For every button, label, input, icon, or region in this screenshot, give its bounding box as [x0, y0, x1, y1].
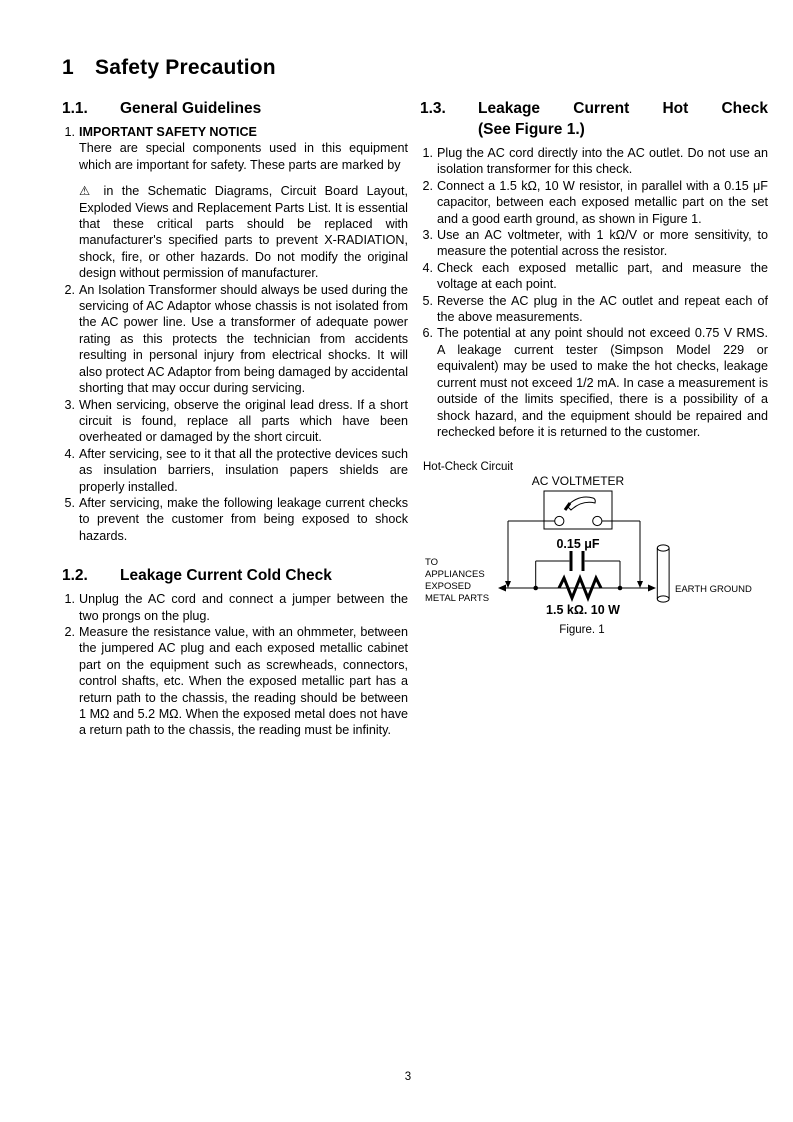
list-item	[420, 260, 768, 293]
list-item	[420, 178, 768, 227]
page-title	[62, 56, 276, 80]
item-number: 1.	[422, 146, 433, 160]
item-number: 2.	[64, 282, 75, 297]
item-text: Reverse the AC plug in the AC outlet and repeat each of the above measurements.	[437, 293, 768, 325]
item-text: Check each exposed metallic part, and measure the voltage at each point.	[437, 260, 768, 292]
item-text: The potential at any point should not exceed 0.75 V RMS. A leakage current tester (Simpson Model 229 or equivalent) may be used to make the hot checks, leakage current must not exceed 1/2 mA. In case a measurement is outside of the limits specified, there is a possibility of a shock hazard, and the equipment should be repaired and rechecked before it is returned to the customer.	[437, 326, 768, 439]
item-text: When servicing, observe the original lead dress. If a short circuit is found, replace all parts which have been overheated or damaged by the short circuit.	[79, 397, 408, 445]
list-item	[62, 397, 408, 446]
ground-rod-icon	[657, 545, 669, 602]
voltmeter-label: AC VOLTMETER	[531, 474, 625, 489]
chapter-title-text: Safety Precaution	[95, 56, 276, 79]
item-text: Plug the AC cord directly into the AC outlet. Do not use an isolation transformer for this check.	[437, 146, 768, 177]
item-title: IMPORTANT SAFETY NOTICE	[79, 125, 257, 139]
list-item	[62, 446, 408, 495]
list-item	[62, 624, 408, 739]
list-item	[62, 124, 408, 282]
section-heading-1-2	[62, 565, 408, 586]
section-general-guidelines	[62, 98, 408, 544]
page-number: 3	[404, 1071, 412, 1083]
capacitor-symbol	[571, 551, 583, 571]
list-item	[420, 227, 768, 260]
appliances-label	[425, 557, 489, 604]
svg-text:APPLIANCES: APPLIANCES	[425, 569, 485, 581]
down-arrow-icon	[637, 581, 643, 588]
earth-ground-label: EARTH GROUND	[675, 584, 752, 596]
section-heading-line1: Leakage Current Hot Check	[478, 100, 768, 117]
item-text: Measure the resistance value, with an ohmmeter, between the jumpered AC plug and each exposed metallic cabinet part on the equipment such as screwheads, connectors, control shafts, etc. When the exposed metallic part has a return path to the chassis, the reading should be between 1 MΩ and 5.2 MΩ. When the exposed metal does not have a return path to the chassis, the reading must be infinity.	[79, 624, 408, 738]
warning-triangle-icon: ⚠	[79, 184, 96, 199]
chapter-number: 1	[62, 56, 74, 79]
item-number: 1.	[64, 125, 75, 139]
list-item	[420, 325, 768, 440]
item-text-with-icon	[79, 183, 408, 281]
svg-text:TO: TO	[425, 557, 439, 569]
resistor-label: 1.5 kΩ. 10 W	[546, 603, 620, 618]
item-number: 4.	[64, 446, 75, 461]
meter-dial-icon	[567, 497, 595, 510]
voltmeter-terminal-right	[593, 517, 602, 526]
section-number: 1.2.	[62, 567, 88, 585]
section-heading-1-3	[420, 98, 768, 140]
section-number: 1.3.	[420, 100, 446, 117]
section-heading-1-1	[62, 98, 408, 119]
item-text: There are special components used in this equipment which are important for safety. These parts are marked by	[79, 141, 408, 172]
item-number: 6.	[422, 326, 433, 341]
item-text: After servicing, make the following leakage current checks to prevent the customer from being exposed to shock hazards.	[79, 495, 408, 543]
section-hot-check	[420, 98, 768, 440]
circuit-wires	[499, 521, 653, 588]
item-text: Unplug the AC cord and connect a jumper between the two prongs on the plug.	[79, 592, 408, 623]
item-text: Connect a 1.5 kΩ, 10 W resistor, in parallel with a 0.15 μF capacitor, between each exposed metallic part on the set and a good earth ground, as shown in Figure 1.	[437, 178, 768, 226]
item-number: 2.	[64, 624, 75, 639]
list-item	[420, 145, 768, 178]
voltmeter-terminal-left	[555, 517, 564, 526]
item-number: 5.	[422, 293, 433, 308]
figure-label: Hot-Check Circuit	[423, 461, 514, 474]
item-number: 1.	[64, 592, 75, 607]
section-cold-check	[62, 565, 408, 739]
section-heading-line2: (See Figure 1.)	[478, 121, 585, 138]
right-column	[420, 98, 768, 649]
list-item	[62, 495, 408, 544]
item-text: After servicing, see to it that all the protective devices such as insulation barriers, insulation papers shields are properly installed.	[79, 446, 408, 494]
junction-dot	[533, 586, 538, 591]
item-number: 4.	[422, 260, 433, 275]
section-number: 1.1.	[62, 100, 88, 117]
circuit-diagram	[420, 452, 780, 644]
section-heading-text: General Guidelines	[120, 100, 262, 117]
svg-text:METAL PARTS: METAL PARTS	[425, 593, 490, 605]
item-number: 3.	[422, 228, 433, 243]
figure-caption: Figure. 1	[559, 624, 605, 637]
left-column	[62, 98, 408, 739]
junction-dot	[618, 586, 623, 591]
item-text: Use an AC voltmeter, with 1 kΩ/V or more sensitivity, to measure the potential across the resistor.	[437, 228, 768, 259]
item-number: 2.	[422, 178, 433, 193]
list-item	[62, 282, 408, 397]
right-arrow-icon	[648, 585, 656, 592]
list-item	[420, 293, 768, 326]
item-number: 3.	[64, 397, 75, 412]
list-item	[62, 591, 408, 624]
left-arrow-icon	[498, 585, 506, 592]
svg-text:EXPOSED: EXPOSED	[425, 581, 471, 593]
item-text: in the Schematic Diagrams, Circuit Board Layout, Exploded Views and Replacement Parts List. It is essential that these critical parts should be replaced with manufacturer's specified parts to prevent X-RADIATION, shock, fire, or other hazards. Do not modify the original design without permission of manufacturer.	[79, 184, 408, 281]
section-heading-text: Leakage Current Cold Check	[120, 567, 332, 585]
capacitor-label: 0.15 μF	[556, 537, 600, 552]
item-number: 5.	[64, 495, 75, 510]
hot-check-circuit-figure	[420, 452, 768, 649]
item-text: An Isolation Transformer should always be used during the servicing of AC Adaptor whose chassis is not isolated from the AC power line. Use a transformer of adequate power rating as this protects the technician from accidents resulting in personal injury from electrical shocks. It will also protect AC Adaptor from being damaged by accidental shorting that may occur during servicing.	[79, 282, 408, 396]
